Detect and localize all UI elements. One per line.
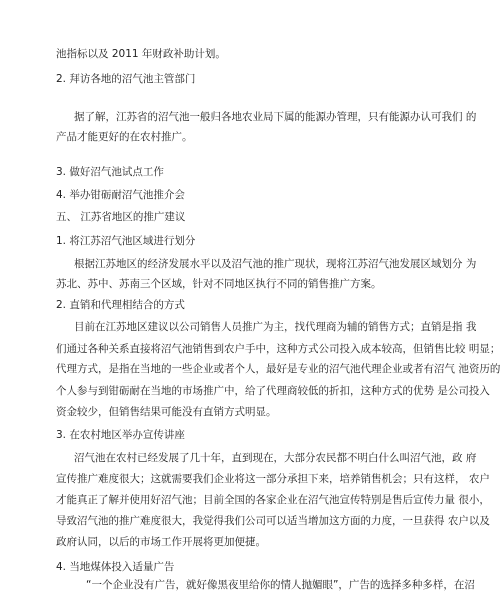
paragraph-line: 目前在江苏地区建议以公司销售人员推广为主，找代理商为辅的销售方式；直销是指 我 <box>74 321 477 333</box>
paragraph-line: 们通过各种关系直接将沼气池销售到农户手中，这种方式公司投入成本较高，但销售比较 明显； <box>56 343 500 355</box>
paragraph-line: 个人参与到钳砺耐在当地的市场推广中，给了代理商较低的折扣，这种方式的优势 是公司投入 <box>56 385 490 397</box>
numbered-heading: 4. 举办钳砺耐沼气池推介会 <box>56 189 185 201</box>
numbered-heading: 1. 将江苏沼气池区域进行划分 <box>56 235 196 247</box>
numbered-heading: 2. 直销和代理相结合的方式 <box>56 299 185 311</box>
paragraph-line: 宣传推广难度很大；这就需要我们企业将这一部分承担下来，培养销售机会；只有这样， 农户 <box>56 473 490 485</box>
text-line: 池指标以及 2011 年财政补助计划。 <box>56 48 226 60</box>
section-heading: 五、 江苏省地区的推广建议 <box>56 211 186 223</box>
numbered-heading: 3. 在农村地区举办宣传讲座 <box>56 429 185 441</box>
numbered-heading: 2. 拜访各地的沼气池主管部门 <box>56 73 196 85</box>
paragraph-line: 代理方式，是指在当地的一些企业或者个人，最好是专业的沼气池代理企业或者有沼气 池资历的 <box>56 363 500 375</box>
paragraph-line: 资金较少，但销售结果可能没有直销方式明显。 <box>56 406 277 418</box>
paragraph-line: 政府认同，以后的市场工作开展将更加便捷。 <box>56 536 266 548</box>
paragraph-line: 导致沼气池的推广难度很大，我觉得我们公司可以适当增加这方面的力度，一旦获得 农户以及 <box>56 515 490 527</box>
paragraph-line: 据了解，江苏省的沼气池一般归各地农业局下属的能源办管理，只有能源办认可我们 的 <box>74 111 477 123</box>
numbered-heading: 4. 当地煤体投入适量广告 <box>56 561 175 573</box>
paragraph-line: “一个企业没有广告，就好像黑夜里给你的情人抛媚眼”，广告的选择多种多样，在沼 <box>86 579 475 591</box>
numbered-heading: 3. 做好沼气池试点工作 <box>56 166 164 178</box>
paragraph-line: 产品才能更好的在农村推广。 <box>56 131 193 143</box>
paragraph-line: 才能真正了解并使用好沼气池；目前全国的各家企业在沼气池宣传特别是售后宣传力量 很小， <box>56 494 490 506</box>
paragraph-line: 沼气池在农村已经发展了几十年，直到现在，大部分农民都不明白什么叫沼气池，政 府 <box>74 452 477 464</box>
paragraph-line: 苏北、苏中、苏南三个区域，针对不同地区执行不同的销售推广方案。 <box>56 278 382 290</box>
paragraph-line: 根据江苏地区的经济发展水平以及沼气池的推广现状，现将江苏沼气池发展区域划分 为 <box>74 258 477 270</box>
